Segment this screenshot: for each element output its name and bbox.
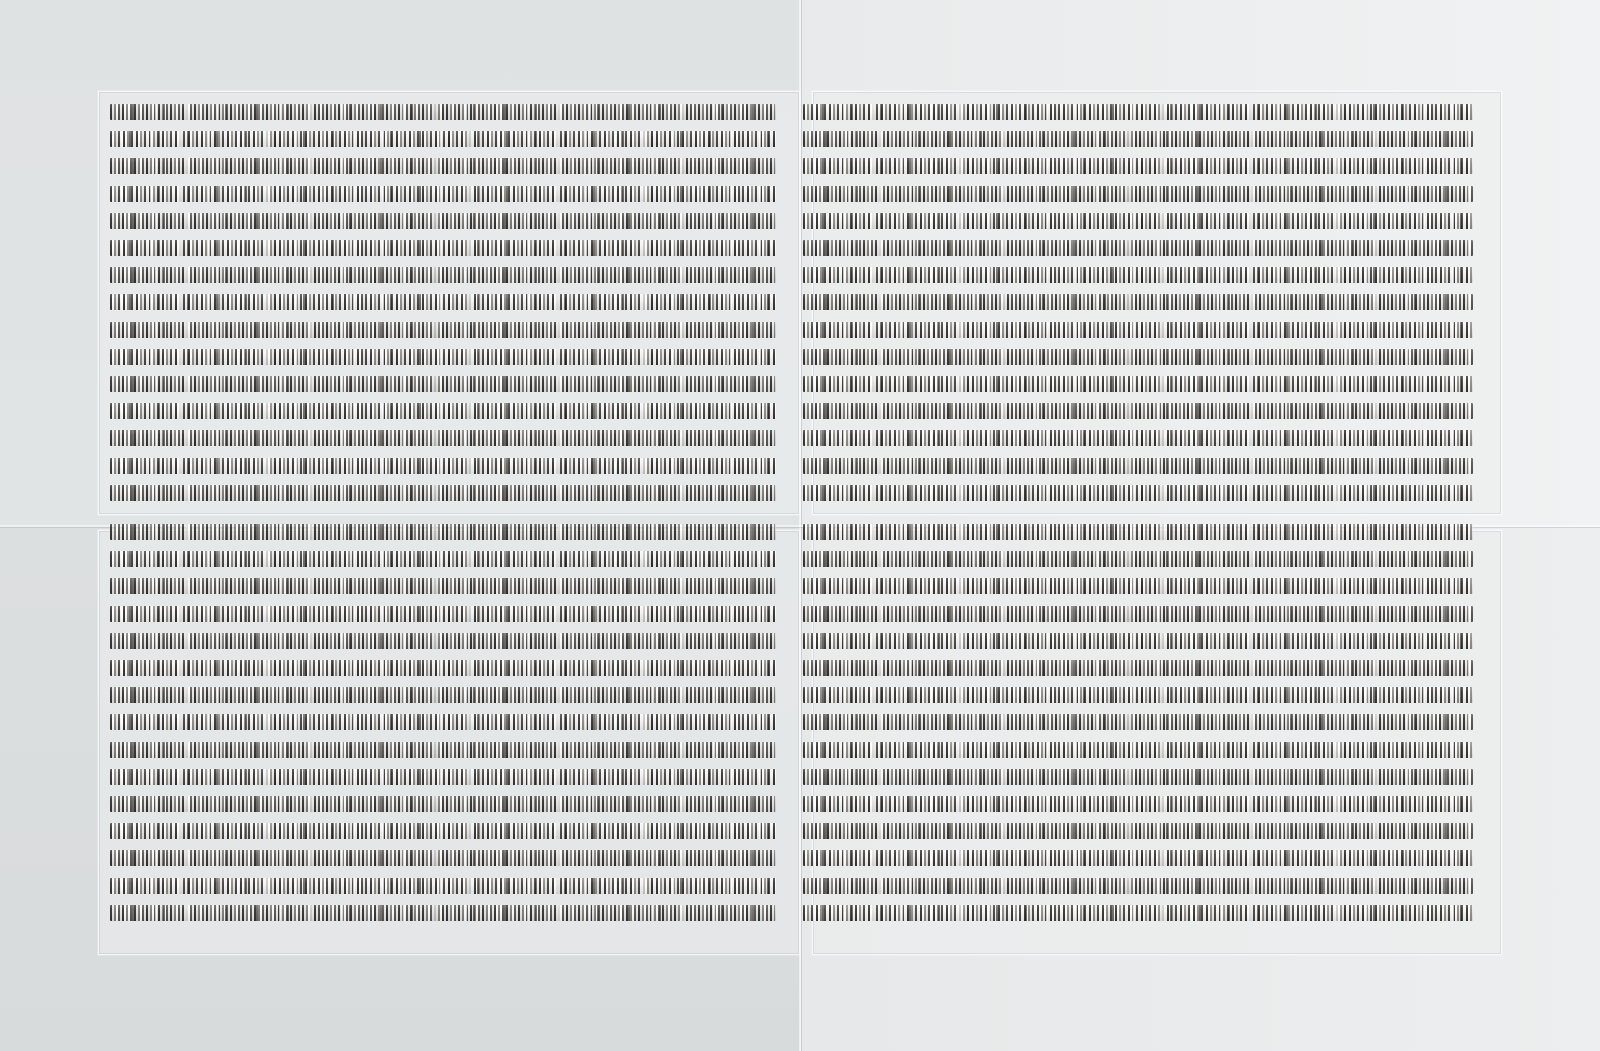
- relief-glyph-row: [110, 660, 776, 676]
- relief-glyph-band: [110, 823, 776, 839]
- relief-glyph-band: [803, 687, 1473, 703]
- relief-glyph-band: [803, 430, 1473, 446]
- relief-glyph-row: [803, 322, 1473, 338]
- relief-glyph-band: [110, 796, 776, 812]
- relief-glyph-row: [803, 578, 1473, 594]
- relief-glyph-band: [803, 714, 1473, 730]
- relief-glyph-row: [110, 687, 776, 703]
- relief-glyph-row: [110, 823, 776, 839]
- relief-glyph-band: [110, 213, 776, 229]
- relief-glyph-band: [803, 131, 1473, 147]
- relief-glyph-row: [110, 714, 776, 730]
- relief-glyph-band: [110, 633, 776, 649]
- relief-glyph-band: [110, 714, 776, 730]
- relief-glyph-band: [803, 823, 1473, 839]
- relief-glyph-band: [110, 850, 776, 866]
- relief-glyph-band: [110, 376, 776, 392]
- relief-glyph-band: [110, 578, 776, 594]
- relief-glyph-band: [110, 905, 776, 921]
- relief-glyph-row: [803, 294, 1473, 310]
- relief-glyph-row: [803, 131, 1473, 147]
- relief-glyph-band: [803, 158, 1473, 174]
- relief-glyph-band: [110, 403, 776, 419]
- relief-glyph-band: [803, 186, 1473, 202]
- relief-glyph-band: [803, 403, 1473, 419]
- relief-glyph-row: [803, 878, 1473, 894]
- relief-glyph-row: [110, 213, 776, 229]
- relief-glyph-row: [110, 633, 776, 649]
- relief-glyph-band: [110, 267, 776, 283]
- relief-glyph-band: [110, 687, 776, 703]
- relief-glyph-band: [110, 524, 776, 540]
- relief-glyph-row: [110, 376, 776, 392]
- relief-glyph-row: [110, 267, 776, 283]
- relief-glyph-row: [110, 240, 776, 256]
- relief-glyph-row: [110, 769, 776, 785]
- relief-glyph-row: [110, 551, 776, 567]
- relief-glyph-band: [803, 796, 1473, 812]
- relief-glyph-band: [110, 606, 776, 622]
- relief-glyph-row: [803, 376, 1473, 392]
- relief-glyph-row: [803, 158, 1473, 174]
- relief-glyph-row: [110, 524, 776, 540]
- relief-glyph-row: [803, 606, 1473, 622]
- relief-glyph-row: [110, 606, 776, 622]
- relief-glyph-band: [803, 524, 1473, 540]
- relief-glyph-band: [803, 240, 1473, 256]
- relief-glyph-row: [110, 349, 776, 365]
- relief-glyph-row: [110, 403, 776, 419]
- relief-glyph-row: [803, 403, 1473, 419]
- relief-glyph-row: [803, 349, 1473, 365]
- relief-glyph-row: [110, 905, 776, 921]
- relief-glyph-band: [803, 104, 1473, 120]
- relief-glyph-band: [110, 769, 776, 785]
- relief-glyph-band: [110, 878, 776, 894]
- relief-glyph-row: [110, 742, 776, 758]
- relief-glyph-row: [110, 878, 776, 894]
- relief-glyph-band: [803, 578, 1473, 594]
- relief-glyph-row: [110, 322, 776, 338]
- relief-glyph-row: [110, 294, 776, 310]
- relief-glyph-row: [110, 104, 776, 120]
- relief-glyph-row: [803, 769, 1473, 785]
- relief-glyph-row: [803, 267, 1473, 283]
- relief-glyph-row: [803, 524, 1473, 540]
- relief-glyph-row: [803, 104, 1473, 120]
- relief-glyph-band: [110, 158, 776, 174]
- relief-glyph-row: [803, 458, 1473, 474]
- relief-glyph-band: [803, 742, 1473, 758]
- relief-glyph-row: [110, 850, 776, 866]
- relief-glyph-band: [110, 458, 776, 474]
- relief-glyph-band: [803, 878, 1473, 894]
- relief-glyph-band: [110, 131, 776, 147]
- relief-glyph-band: [110, 430, 776, 446]
- relief-glyph-band: [803, 322, 1473, 338]
- relief-glyph-band: [110, 186, 776, 202]
- relief-glyph-band: [110, 104, 776, 120]
- relief-glyph-band: [110, 551, 776, 567]
- relief-glyph-row: [803, 633, 1473, 649]
- relief-glyph-row: [110, 485, 776, 501]
- relief-glyph-row: [803, 850, 1473, 866]
- relief-glyph-row: [803, 714, 1473, 730]
- relief-glyph-row: [110, 796, 776, 812]
- relief-glyph-row: [803, 796, 1473, 812]
- relief-glyph-row: [803, 742, 1473, 758]
- relief-glyph-band: [110, 660, 776, 676]
- relief-glyph-row: [110, 458, 776, 474]
- relief-glyph-band: [110, 294, 776, 310]
- relief-glyph-band: [110, 240, 776, 256]
- relief-glyph-band: [803, 267, 1473, 283]
- relief-glyph-row: [803, 186, 1473, 202]
- relief-glyph-band: [110, 322, 776, 338]
- relief-glyph-row: [110, 578, 776, 594]
- relief-glyph-band: [803, 551, 1473, 567]
- relief-glyph-band: [803, 633, 1473, 649]
- relief-glyph-row: [110, 131, 776, 147]
- relief-glyph-band: [803, 485, 1473, 501]
- relief-glyph-band: [803, 850, 1473, 866]
- relief-glyph-band: [803, 769, 1473, 785]
- relief-glyph-band: [803, 905, 1473, 921]
- relief-glyph-row: [803, 485, 1473, 501]
- relief-glyph-row: [803, 213, 1473, 229]
- relief-glyph-band: [110, 742, 776, 758]
- relief-glyph-row: [110, 186, 776, 202]
- relief-glyph-row: [803, 687, 1473, 703]
- relief-glyph-band: [803, 660, 1473, 676]
- relief-glyph-band: [803, 213, 1473, 229]
- relief-glyph-band: [110, 349, 776, 365]
- relief-glyph-band: [110, 485, 776, 501]
- relief-glyph-row: [803, 823, 1473, 839]
- relief-glyph-row: [803, 430, 1473, 446]
- relief-glyph-row: [803, 551, 1473, 567]
- relief-glyph-band: [803, 606, 1473, 622]
- relief-glyph-row: [803, 905, 1473, 921]
- relief-glyph-band: [803, 294, 1473, 310]
- relief-glyph-row: [803, 660, 1473, 676]
- relief-glyph-row: [803, 240, 1473, 256]
- relief-glyph-band: [803, 376, 1473, 392]
- relief-glyph-band: [803, 458, 1473, 474]
- relief-glyph-row: [110, 158, 776, 174]
- relief-glyph-row: [110, 430, 776, 446]
- relief-glyph-band: [803, 349, 1473, 365]
